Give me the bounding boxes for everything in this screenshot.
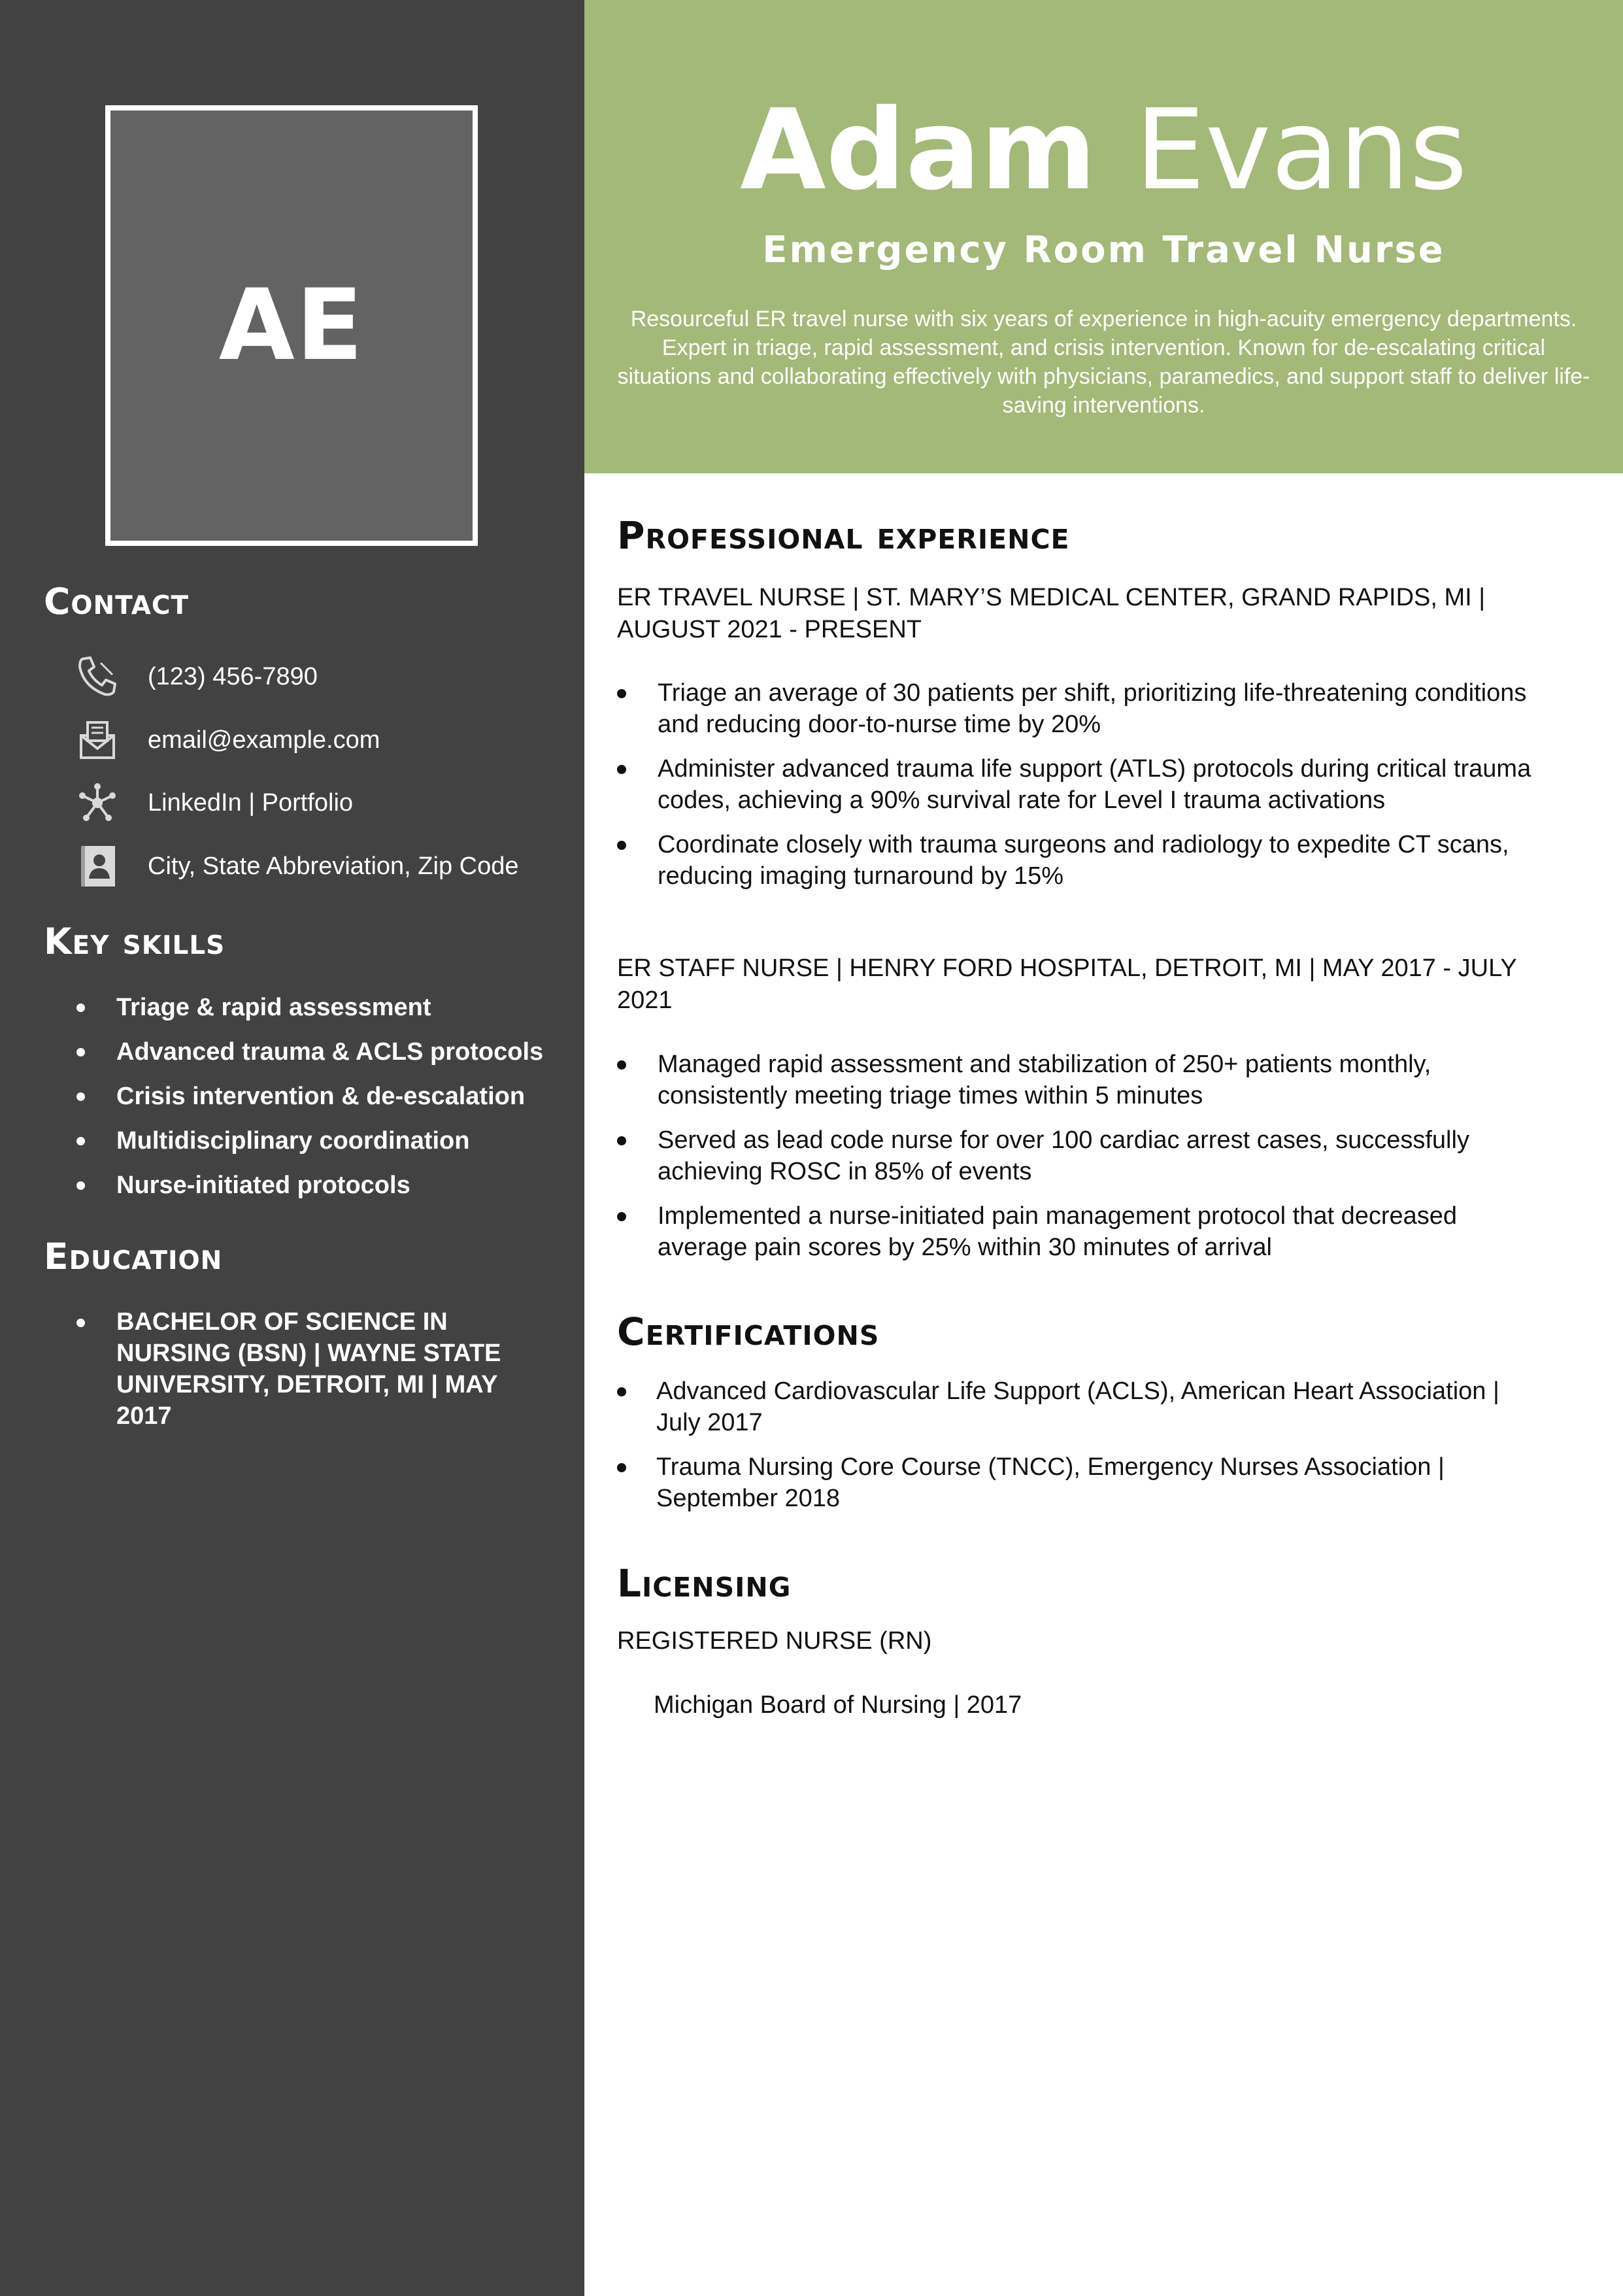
job-bullet: Managed rapid assessment and stabilization of 250+ patients monthly, consistently meeting triage times within 5 minutes: [658, 1049, 1533, 1111]
email-icon: [73, 716, 122, 764]
education-item: BACHELOR OF SCIENCE IN NURSING (BSN) | WAYNE STATE UNIVERSITY, DETROIT, MI | MAY 2017: [73, 1306, 531, 1432]
job-bullet: Served as lead code nurse for over 100 cardiac arrest cases, successfully achieving ROSC in 85% of events: [658, 1124, 1533, 1187]
job-bullets: [658, 677, 1533, 905]
contact-email-text: email@example.com: [148, 726, 380, 754]
certifications-list: [656, 1376, 1532, 1527]
job-bullet: Implemented a nurse-initiated pain management protocol that decreased average pain scores by 25% within 30 minutes of arrival: [658, 1200, 1533, 1263]
contact-phone-text: (123) 456-7890: [148, 662, 318, 690]
licensing-heading: Licensing: [617, 1561, 792, 1606]
full-name: [584, 85, 1623, 216]
contact-address: [73, 840, 518, 892]
job-bullet: Triage an average of 30 patients per shift, prioritizing life-threatening conditions and reducing door-to-nurse time by 20%: [658, 677, 1533, 740]
job-title-line: ER STAFF NURSE | HENRY FORD HOSPITAL, DETROIT, MI | MAY 2017 - JULY 2021: [617, 954, 1517, 1014]
sidebar: [0, 0, 584, 2296]
profile-summary: Resourceful ER travel nurse with six years of experience in high-acuity emergency departments. Expert in triage, rapid assessment, and crisis intervention. Known for de-escalating critical situations and collaborating effectively with physicians, paramedics, and support staff to deliver life-saving interventions.: [617, 307, 1590, 418]
certifications-heading: Certifications: [617, 1309, 880, 1354]
skills-list: [73, 991, 570, 1213]
license-detail: Michigan Board of Nursing | 2017: [654, 1691, 1022, 1719]
contact-links-text: LinkedIn | Portfolio: [148, 788, 354, 817]
skill-item: Multidisciplinary coordination: [73, 1124, 570, 1157]
certification-item: Trauma Nursing Core Course (TNCC), Emergency Nurses Association | September 2018: [656, 1451, 1532, 1514]
monogram-initials: AE: [218, 269, 365, 382]
education-list: [73, 1306, 531, 1443]
header-banner: [584, 0, 1623, 473]
certification-item: Advanced Cardiovascular Life Support (ACLS), American Heart Association | July 2017: [656, 1376, 1532, 1438]
contact-email: [73, 714, 380, 766]
job-bullet: Administer advanced trauma life support (ATLS) protocols during critical trauma codes, achieving a 90% survival rate for Level I trauma activations: [658, 753, 1533, 816]
job-bullet: Coordinate closely with trauma surgeons and radiology to expedite CT scans, reducing imaging turnaround by 15%: [658, 829, 1533, 892]
license-title: REGISTERED NURSE (RN): [617, 1627, 932, 1655]
skill-item: Advanced trauma & ACLS protocols: [73, 1036, 570, 1068]
contact-heading: Contact: [44, 581, 190, 622]
network-icon: [73, 779, 122, 827]
job-title: Emergency Room Travel Nurse: [762, 229, 1445, 271]
contact-address-text: City, State Abbreviation, Zip Code: [148, 852, 519, 880]
first-name: Adam: [740, 86, 1097, 215]
monogram-box: [105, 105, 478, 546]
skill-item: Crisis intervention & de-escalation: [73, 1080, 570, 1113]
skill-item: Triage & rapid assessment: [73, 991, 570, 1024]
experience-heading: Professional experience: [617, 513, 1070, 558]
education-heading: Education: [44, 1236, 223, 1277]
last-name: Evans: [1135, 86, 1467, 215]
skills-heading: Key skills: [44, 920, 226, 962]
skill-item: Nurse-initiated protocols: [73, 1169, 570, 1202]
contact-links: [73, 777, 353, 829]
phone-icon: [73, 652, 122, 701]
contact-phone: [73, 650, 318, 703]
job-title-line: ER TRAVEL NURSE | ST. MARY’S MEDICAL CENTER, GRAND RAPIDS, MI | AUGUST 2021 - PRESENT: [617, 584, 1486, 643]
address-icon: [73, 842, 122, 890]
job-bullets: [658, 1049, 1533, 1276]
